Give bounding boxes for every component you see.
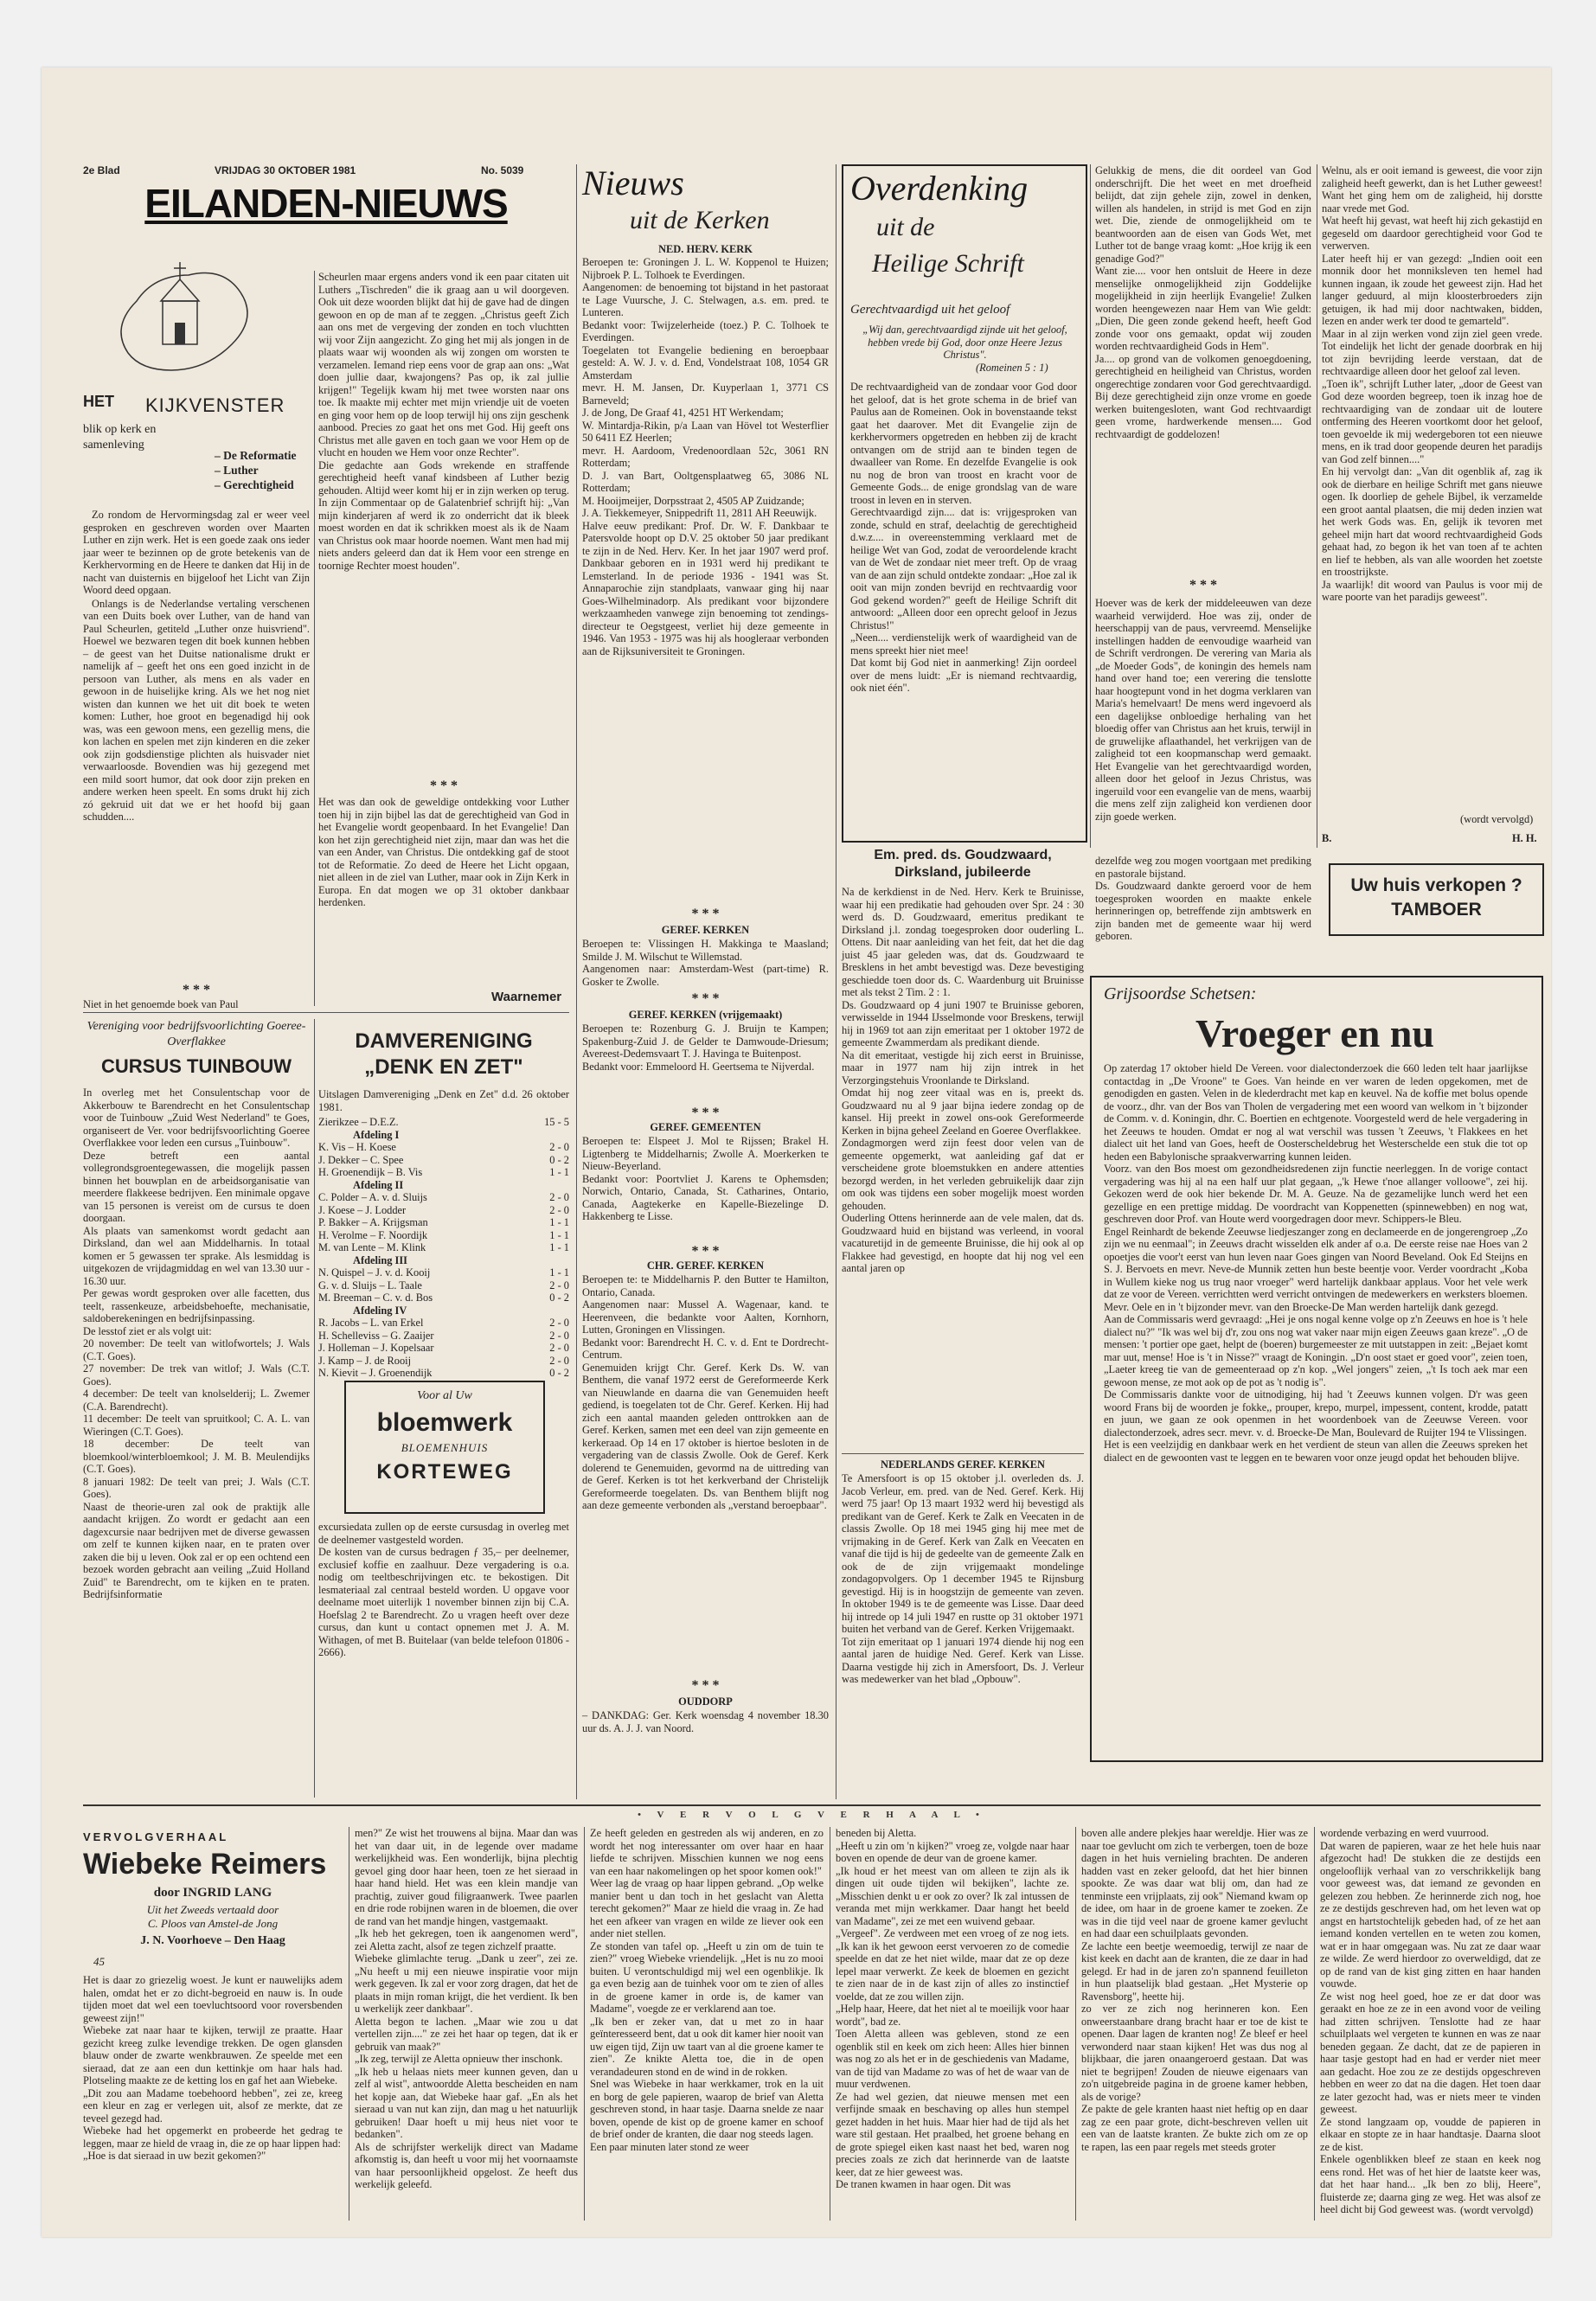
chr-geref-body: Beroepen te: te Middelharnis P. den Butter te Hamilton, Ontario, Canada. Aangenomen naar: Mussel A. Wagenaar, kand. te Heerenveen, die bedankte voor Aalten, Kornhorn, Lutten, Groningen en Vlissingen. Bedankt voor: Barendrecht H. C. v. d. Ent te Dordrecht-Centrum. Genemuiden krijgt Chr. Geref. Kerk Ds. W. van Benthem, die vanaf 1972 eerst de Gereformeerde Kerk van Nieuwlande en daarna die van Genemuiden heeft gediend, is toegelaten tot de Chr. Geref. Kerken. Hij had zich een aantal maanden geleden onttrokken aan de Geref. Kerken, samen met een deel van zijn gemeente en kerkeraad. Op 14 en 17 oktober is hiertoe besloten in de vergadering van de classis Zwolle. Ook de Geref. Kerk dolerend te Genemuiden, gevormd na de uittreding van de Geref. Kerken is tot het kerkverband der Christelijk Gereformeerde toegelaten. Ds. van Benthem blijft nog aan deze gemeente verbonden als „verstand beroepbaar".: [582, 1273, 829, 1511]
vroeger-title: Vroeger en nu: [1195, 1011, 1434, 1055]
author-signature: Waarnemer: [491, 990, 562, 1004]
result-row: [318, 1292, 569, 1304]
result-row: [318, 1116, 569, 1129]
overdenking-subtitle: Gerechtvaardigd uit het geloof: [850, 303, 1010, 317]
match-label: P. Bakker – A. Krijgsman: [318, 1216, 428, 1228]
vervolg-col4: beneden bij Aletta. „Heeft u zin om 'n kijken?" vroeg ze, volgde naar haar boven en opende de deur van de groene kamer. „Ik houd er het meest van om alleen te zijn als ik dingen uit oude tijden wil bekijken", lachte ze. „Misschien denkt u er ook zo over? Ik zal intussen de veranda met mijn werkkamer. Daar hangt het beeld van Madame", zei ze met een wuivend gebaar. „Vergeef". Ze verdween met een vroeg of ze nog iets. „Ik kan ik het gewoon eerst vervoeren zo de comedie speelde en dat ze het niet wilde, maar dat ze op deze lepel maar verwerkt. Ze keek de bloemen en gezicht te zien naar de in de kast zijn of alles zo instinctief voelde, dat ze zou willen zijn. „Help haar, Heere, dat het niet al te moeilijk voor haar wordt", bad ze. Toen Aletta alleen was gebleven, stond ze een ogenblik stil en keek om zich heen: Alles hier binnen was nog zo als het er in de geschiedenis van Madame, van de tijd van Madame zo was of het de waar van de muur verdwenen. Ze had wel gezien, dat nieuwe mensen met een verfijnde smaak en beschaving op alles hun stempel gezet hadden in het huis. Maar hier had de tijd als het ware stil gestaan. Het praalbed, het groene behang en de grote spiegel eiken kast naast het bed, waren nog precies zoals ze zich dat herinnerde van de laatste keer, dat ze hier geweest was. De tranen kwamen in haar ogen. Dit was: [836, 1827, 1069, 2190]
match-label: J. Holleman – J. Kopelsaar: [318, 1342, 434, 1354]
bloemwerk-title: bloemwerk: [376, 1408, 513, 1437]
match-label: G. v. d. Sluijs – L. Taale: [318, 1279, 422, 1292]
kijkvenster-title: KIJKVENSTER: [145, 394, 285, 416]
match-score: 2 - 0: [549, 1141, 569, 1153]
result-row: [318, 1141, 569, 1154]
dammen-title: DAMVERENIGING: [355, 1029, 533, 1053]
match-score: 2 - 0: [549, 1203, 569, 1216]
topic-item: – Gerechtigheid: [215, 478, 294, 491]
result-row: [318, 1241, 569, 1254]
section-stars: * * *: [691, 1106, 720, 1120]
result-row: [318, 1330, 569, 1343]
result-row: [318, 1191, 569, 1204]
ned-herv-body: Beroepen te: Groningen J. L. W. Koppenol te Huizen; Nijbroek P. L. Tolhoek te Everdingen. Aangenomen: de benoeming tot bijstand in het pastoraat te Lage Vuursche, J. C. Stelwagen, a.s. em. pred. te Lunteren. Bedankt voor: Twijzelerheide (toez.) P. C. Tolhoek te Everdingen. Toegelaten tot Evangelie bediening en beroepbaar gesteld: A. W. J. v. d. End, Vondelstraat 108, 1054 GR Amsterdam mevr. H. M. Jansen, Dr. Kuyperlaan 1, 3771 CS Barneveld; J. de Jong, De Graaf 41, 4251 HT Werkendam; W. Mintardja-Rikin, p/a Laan van Hövel tot Westerflier 50 6411 EZ Heerlen; mevr. H. Aardoom, Vredenoordlaan 52c, 3061 RN Rotterdam; D. J. van Bart, Ooltgensplaatweg 65, 3086 NL Rotterdam; M. Hooijmeijer, Dorpsstraat 2, 4505 AP Zuidzande; J. A. Tiekkemeyer, Snippedrift 11, 2811 AH Reeuwijk. Halve eeuw predikant: Prof. Dr. W. F. Dankbaar te Patersvolde hoopt op D.V. 25 oktober 50 jaar predikant te zijn in de Ned. Herv. Ker. In het jaar 1907 werd prof. Dankbaar geboren en in 1931 werd hij predikant te Lemsterland. In de periode 1936 - 1941 was St. Annaparochie zijn standplaats, vanwaar ging hij naar Goes-Wilhelminadorp. Als predikant voor bijzondere werkzaamheden vanwege zijn benoeming tot zendings-directeur te Oegstgeest, verliet hij deze gemeente in 1946. Van 1953 - 1975 was hij als hoogleraar verbonden aan de Rijksuniversiteit te Groningen.: [582, 256, 829, 657]
continued-note: (wordt vervolgd): [1460, 2204, 1534, 2216]
masthead: EILANDEN-NIEUWS: [144, 181, 508, 226]
vervolg-author: door INGRID LANG: [153, 1886, 272, 1900]
overdenking-title-schrift: Heilige Schrift: [872, 249, 1024, 278]
match-label: N. Kievit – J. Groenendijk: [318, 1367, 433, 1379]
geref-gem-body: Beroepen te: Elspeet J. Mol te Rijssen; Brakel H. Ligtenberg te Middelharnis; Zwolle A. Moerkerken te Nieuw-Beyerland. Bedankt voor: Poortvliet J. Karens te Ophemsden; Norwich, Ontario, Canada, St. Catharines, Ontario, Canada, Aagtekerke en Kapelle-Biezelinge D. Hakkenberg te Lisse.: [582, 1135, 829, 1222]
division-header: [318, 1179, 569, 1192]
match-score: 0 - 2: [549, 1292, 569, 1304]
vervolg-translator2: C. Ploos van Amstel-de Jong: [147, 1917, 279, 1930]
overdenking-body3: Hoever was de kerk der middeleeuwen van deze waarheid verwijderd. Hoe was zij, onder de heerschappij van de paus, vervreemd. Menselijke instellingen hadden de eenvoudige waarheid van de Schrift verdrongen. De verering van Maria als „de Moeder Gods", de koningin des hemels nam hand over hand toe; een verering die tenslotte haar hoogtepunt vond in het dogma verklaren van Maria's hemelvaart! De mens werd ingevoerd als een dagelijkse onbloedige herhaling van het bloedig offer van Christus aan het kruis, terwijl in de gruwelijke aflaathandel, het verkrijgen van de zaligheid tot een koopmanschap werd gemaakt. Het Evangelie van het gerechtvaardigd worden, alleen door het geloof in Jezus Christus, was ingeruild voor een evangelie van de mens, waarbij die mens zelf zijn zaligheid kon verdienen door zijn goede werken.: [1095, 597, 1311, 823]
bloemwerk-name: KORTEWEG: [376, 1460, 513, 1484]
overdenking-body2: Gelukkig de mens, die dit oordeel van God onderschrijft. Die het weet en met droefheid belijdt, dat zijn gehele zijn, zowel in denken, willen als handelen, in strijd is met God en zijn wet. Die, ziende de onmogelijkheid om te beantwoorden aan de eisen van Gods Wet, met Luther tot de bange vraag komt: „Hoe krijg ik een genadige God?" Want zie.... voor hen ontsluit de Heere in deze menselijke onmogelijkheid zijn Goddelijke mogelijkheid in zijn heerlijk Evangelie! Zulken worden heengewezen naar Hem van Wie geldt: „Dien, Die geen zonde gekend heeft, heeft God zonde voor ons gemaakt, opdat wij zouden worden rechtvaardigheid Gods in Hem". Ja.... op grond van de volkomen genoegdoening, gerechtigheid en heiligheid van Christus, worden ongerechtige zondaren voor God gerechtvaardigd. Bij deze gerechtigheid zijn onze vrome en goede werken buitengesloten, want God rechtvaardigt geen vrome, hardwerkende mensen.... God rechtvaardigt de goddelozen!: [1095, 164, 1311, 440]
kijkvenster-het: HET: [83, 393, 114, 410]
vervolg-translator1: Uit het Zweeds vertaald door: [146, 1903, 279, 1916]
vervolg-col2: men?" Ze wist het trouwens al bijna. Maar dan was het van daar uit, in de legende over madame werkelijkheid was. Een wonderlijk, bijna plechtig gevoel ging door haar heen, toen ze het sieraad in haar hand hield. Het was een klein mandje van prachtig, zuiver goud filigraanwerk. Twee paarlen en drie rode robijnen waren in de bloemen, die over de rand van het mandje hingen, vastgemaakt. „Ik heb het gekregen, toen ik aangenomen werd", zei Aletta zacht, alsof ze tegen zichzelf praatte. Wiebeke glimlachte terug. „Dank u zeer", zei ze. „Nu heeft u mij een nieuwe inspiratie voor mijn werk gegeven. Ik zal er voor zorg dragen, dat het de plaats in mijn roman krijgt, die het verdient. Ik ben u werkelijk zeer dankbaar". Aletta begon te lachen. „Maar wie zou u dat vertellen zijn...." ze zei het haar op tegen, dat ik er gebruik van maak?" „Ik zeg, terwijl ze Aletta opnieuw ther inschonk. „Ik heb u helaas niets meer kunnen geven, dan u zelf al wist", antwoordde Aletta bescheiden en nam het kopje aan, dat Wiebeke haar gaf. „En als het sieraad u van nut kan zijn, dan mag u het natuurlijk gebruiken! Daar hoeft u mij heus niet voor te bedanken". Als de schrijfster werkelijk direct van Madame afkomstig is, dan heeft u voor mij het voornaamste van haar persoonlijkheid opgelost. Ze heeft dus werkelijk geleefd.: [355, 1827, 578, 2190]
match-score: 2 - 0: [549, 1279, 569, 1292]
uwhuis-line1: Uw huis verkopen ?: [1350, 875, 1522, 895]
issue-number: No. 5039: [481, 164, 524, 176]
ornament-divider: • V E R V O L G V E R H A A L •: [638, 1810, 986, 1820]
match-label: H. Schelleviss – G. Zaaijer: [318, 1329, 434, 1342]
dammen-intro: Uitslagen Damvereniging „Denk en Zet" d.d. 26 oktober 1981.: [318, 1088, 569, 1113]
church-window-illustration: [93, 240, 266, 388]
vroeger-kicker: Grijsoordse Schetsen:: [1104, 984, 1257, 1003]
geref-body: Beroepen te: Vlissingen H. Makkinga te Maasland; Smilde J. M. Wilschut te Willemstad. Aangenomen naar: Amsterdam-West (part-time) R. Gosker te Zwolle.: [582, 938, 829, 988]
match-label: C. Polder – A. v. d. Sluijs: [318, 1191, 427, 1203]
issue-date: VRIJDAG 30 OKTOBER 1981: [215, 164, 356, 176]
overdenking-body1: De rechtvaardigheid van de zondaar voor God door het geloof, dat is het grote schema in de brief van Paulus aan de Romeinen. Ook in bovenstaande tekst gaat het daarover. Met dit Evangelie zijn de kerkhervormers opgetreden en hebben zij de kracht ontvangen om de strijd aan te binden tegen de dwaalleer van Rome. En dezelfde Evangelie is ook nu nog de bron van troost en kracht voor de Gemeente Gods... de enige grondslag van de ware troost in leven en in sterven. Gerechtvaardigd zijn.... dat is: vrijgesproken van zonde, schuld en straf, deelachtig de gerechtigheid d.w.z.... in overeenstemming verklaard met de heilige Wet van God, zodat de veroordelende kracht van de Wet de zondaar niet meer treft. Op de vraag van de aan zijn schuld ontdekte zondaar: „Hoe zal ik ooit van mijn zonden bevrijd en rechtvaardig voor God gekend worden?" geeft de Heilige Schrift dit antwoord: „Alleen door een oprecht geloof in Jezus Christus!" „Neen.... verdienstelijk werk of waardigheid van de mens spreekt hier niet mee! Dat komt bij God niet in aanmerking! Zijn oordeel over de mens luidt: „Er is niemand rechtvaardig, ook niet één".: [850, 381, 1077, 694]
section-stars: * * *: [691, 991, 720, 1006]
kijkvenster-col2b: Het was dan ook de geweldige ontdekking voor Luther toen hij in zijn bijbel las dat de gerechtigheid van God in het Evangelie wordt geopenbaard. In het Evangelie! Dan kon het zijn gerechtigheid niet zijn, maar dan was het die van een Ander, van Christus. Die ontdekking gaf de stoot tot de Reformatie. Zo deed de Heere het Licht opgaan, niet alleen in de ziel van Luther, maar ook in Zijn Kerk in Europa. En dat mogen we op 31 oktober dankbaar herdenken.: [318, 796, 569, 908]
dammen-results-table: [318, 1116, 569, 1380]
ned-herv-header: NED. HERV. KERK: [658, 243, 753, 255]
bloemwerk-sub: BLOEMENHUIS: [401, 1441, 489, 1454]
signature-hh: H. H.: [1512, 832, 1537, 844]
nederlands-header: NEDERLANDS GEREF. KERKEN: [881, 1458, 1045, 1471]
section-stars: * * *: [183, 983, 210, 997]
match-label: J. Koese – J. Lodder: [318, 1203, 407, 1216]
vervolg-publisher: J. N. Voorhoeve – Den Haag: [140, 1934, 285, 1947]
overdenking-ref: (Romeinen 5 : 1): [976, 362, 1048, 374]
tuinbouw-kicker: Vereniging voor bedrijfsvoorlichting Goeree-Overflakkee: [87, 1020, 306, 1048]
kijkvenster-col2: Scheurlen maar ergens anders vond ik een paar citaten uit Luthers „Tischreden" die ik graag aan u wil doorgeven. Ook uit deze woorden blijkt dat hij de gave had de dingen gewoon en op de man af te zeggen. „Christus geeft Zich aan ons met de vergeving der zonden en toch vluchtten wij voor Zijn aangezicht. Zo ging het mij als jongen in de plaats waar wij woonden als wij zongen om worsten te verzamelen. Iemand riep eens voor de grap aan ons: „Wat doen jullie daar, kwajongens? Pas op, ik zal jullie krijgen!" Tegelijk kwam hij met twee worsten naar ons toe. Ik maakte mij echter met mijn vriendje uit de voeten en ging voor hem op de loop terwijl hij ons zijn geschenk aanbood. Precies zo gaat het ons met God. Hij geeft ons Christus met alle gaven en toch gaan we voor Hem op de vlucht en houden we Hem voor onze Rechter". Die gedachte aan Gods wrekende en straffende gerechtigheid heeft vanaf kindsbeen af Luther bezig gehouden. Altijd weer komt hij er in zijn werken op terug. In zijn Commentaar op de Galatenbrief schrijft hij: „Van mijn kinderjaren af werd ik zo onderricht dat ik bleek moest worden en dat ik schrikken moest als ik de Naam van Christus ook maar hoorde noemen. Want men had mij niets anders geleerd dan dat ik Hem voor een strenge en toornige Rechter moest houden".: [318, 271, 569, 572]
geref-vrij-header: GEREF. KERKEN (vrijgemaakt): [628, 1009, 783, 1021]
bloemwerk-kicker: Voor al Uw: [417, 1389, 472, 1402]
tuinbouw-body: In overleg met het Consulentschap voor de Akkerbouw te Barendrecht en het Consulentschap voor de Tuinbouw „Zuid West Nederland" te Goes, organiseert de Ver. voor bedrijfsvoorlichting Goeree Overflakkee voor leden een cursus „Tuinbouw". Deze betreft een aantal vollegrondsgroentegewassen, die mogelijk passen binnen het bouwplan en de arbeidsorganisatie van meerdere flakkeese bedrijven. Een minimale opgave van 15 personen is vereist om de cursus te doen doorgaan. Als plaats van samenkomst wordt gedacht aan Dirksland, dan wel aan Middelharnis. In totaal komen er 5 gewassen ter sprake. Als lesmiddag is uitgekozen de vrijdagmiddag en wel van 13.30 uur - 16.30 uur. Per gewas wordt gesproken over alle facetten, dus teelt, rassenkeuze, arbeidsbehoefte, mechanisatie, saldoberekeningen en bedrijfsinpassing. De lesstof ziet er als volgt uit: 20 november: De teelt van witlofwortels; J. Wals (C.T. Goes). 27 november: De trek van witlof; J. Wals (C.T. Goes). 4 december: De teelt van knolselderij; L. Zwemer (C.A. Barendrecht). 11 december: De teelt van spruitkool; C. A. L. van Wieringen (C.T. Goes). 18 december: De teelt van bloemkool/winterbloemkool; J. M. B. Meulendijks (C.T. Goes). 8 januari 1982: De teelt van prei; J. Wals (C.T. Goes). Naast de theorie-uren zal ook de praktijk alle aandacht krijgen. Zo wordt er gedacht aan een dagexcursie naar bedrijven met de diverse gewassen om zelf te kunnen kijken naar, en te praten over zaken die bij u leven. Ook zal er op een ochtend een bezoek worden gebracht aan veiling „Zuid Holland Zuid" te Barendrecht, om te kijken en te praten. Bedrijfsinformatie: [83, 1086, 310, 1600]
topic-item: – Luther: [215, 464, 259, 477]
match-score: 0 - 2: [549, 1367, 569, 1379]
division-header: [318, 1304, 569, 1317]
overdenking-title-uit: uit de: [876, 213, 935, 241]
match-label: N. Quispel – J. v. d. Kooij: [318, 1266, 431, 1279]
nieuws-title: Nieuws: [582, 163, 684, 202]
result-row: [318, 1355, 569, 1368]
vervolg-episode: 45: [93, 1955, 105, 1968]
newspaper-page: [42, 67, 1551, 2237]
geref-gem-header: GEREF. GEMEENTEN: [650, 1121, 761, 1133]
section-stars: * * *: [691, 1678, 720, 1693]
section-stars: * * *: [691, 1244, 720, 1259]
match-label: H. Groenendijk – B. Vis: [318, 1166, 423, 1178]
ouddorp-header: OUDDORP: [678, 1695, 733, 1708]
vroeger-body: Op zaterdag 17 oktober hield De Vereen. voor dialectonderzoek die 660 leden telt haar jaarlijkse contactdag in „De Vroone" te Goes. Van heinde en ver waren de leden opgekomen, met de genodigden en gasten. Velen in de klederdracht met kap en keuvel. Na de koffie met bolus opende de voorz., dhr. van der Bos van Tholen de vergadering met een woord van welkom in 't bijzonder de Comm. v. d. Koningin, dhr. C. Boertien en echtgenote. Voorgesteld werd de hele vergadering in het Zeeuws te houden. Omdat er nog al wat verschil was tussen 't Zeeuws, 't Flakkees en het dialect uit het land van Goes, heeft de Oosterscheldebrug het Westerschelde een stuk die tot op heden een Babylonische spraakverwarring kunnen leiden. Voorz. van den Bos moest om gezondheidsredenen zijn functie neerleggen. In de vorige contact vergadering was hij al na een half uur plat gegaan, „'k Hewe t'noe allanger volloowe", zei hij. Gekozen werd de ook hier bekende Dr. M. A. Geuze. Na de gezamelijke lunch werd het een gezellige en een prettige middag. De voordracht van Koppenetten (spinnewebben) en nog wat, geschreven door Prof. van Houte werd voorgedragen door mevr. Schippers-le Bleu. Engel Reinhardt de bekende Zeeuwse liedjeszanger zong en declameerde en de jongerengroep „Zo zijn we nu eenmaal"; in Zeeuws dracht wisselden elk ander af o.a. De eerste reise nae Hoes van 2 opoetjes die voor't eerst van hun leven naar Goes gingen van Noord Beveland. Ook Ed Steijns en S. J. Bervoets en mevr. Neve-de Munnik zetten hun beste beentje voor. Verder voordracht „Koba in Wullem kieke nog us trug naor vroeger" werd hartelijk dankbaar applaus. Voor het vele werk dat ze voor de Vereen. verrichtten werd verricht ontvingen de medewerkers en werksters bloemen. Mevr. Oele en in 't bijzonder mevr. van den Broecke-De Man werden hartelijk dank gezegd. Aan de Commissaris werd gevraagd: „Hei je ons nogal kenne volge op z'n Zeeuws en hoe is 't hele dialect nu?" "Ik was wel bij d'r, zou ons nog wat vaker naar mijn eigen Zeeuws gaan kreze". „O de mensen: 't portier ope gaet, helpt de (boeren) burgemeester ze mit uutstappen in zeit: „Bejaet komt mar uut, mense! Hoe is 't in Nisse?" vraagt de Koningin. „D'n oost staet er goed voor", zeien toen, „Laeter kreeg tie van de gemeenteraad op z'n kop. „Wel jongers" zeien, „'t Is toch aek mar een gewoon mense, ze mot aok op de pot as 't nodig is". De Commissaris dankte voor de uitnodiging, hij had 't Zeeuws kunnen volgen. D'r was geen woord Frans bij de woorden je fokke,, prouper, krepo, murpel, impessent, content, krodde, patatt en juun, we gaan ze ook openmen in het woordenboek van de Zeeuwse Vereen. voor dialectonderzoek, adres secr. mevr. v. d. Broecke-De Man, Boulevard de Ruijter 194 te Vlissingen. Het is een veelzijdig en dankbaar werk en het verdient de steun van allen die Zeeuws spreken het dialect en de gewoonten vast te leggen en te bewaren voor onze jeugd opdat het behouden blijve.: [1104, 1062, 1528, 1464]
signature-b: B.: [1322, 832, 1332, 844]
match-score: 2 - 0: [549, 1354, 569, 1367]
goudzwaard-body2: dezelfde weg zou mogen voortgaan met prediking en pastorale bijstand. Ds. Goudzwaard dankte geroerd voor de hem toegesproken woorden en maakte enkele herinneringen op, betreffende zijn ambtswerk en zijn banden met de gemeente waar hij werd geboren.: [1095, 855, 1311, 942]
match-label: M. van Lente – M. Klink: [318, 1241, 426, 1253]
match-label: R. Jacobs – L. van Erkel: [318, 1317, 424, 1329]
match-score: 2 - 0: [549, 1342, 569, 1354]
geref-vrij-body: Beroepen te: Rozenburg G. J. Bruijn te Kampen; Spakenburg-Zuid J. de Gelder te Damwoude-Driesum; Avereest-Dedemsvaart T. J. Havinga te Buitenpost. Bedankt voor: Emmeloord H. Geertsema te Nijverdal.: [582, 1022, 829, 1073]
match-score: 2 - 0: [549, 1329, 569, 1342]
bloemwerk-ad: [344, 1381, 545, 1514]
vervolg-col3: Ze heeft geleden en gestreden als wij anderen, en zo wordt het nog interessanter om over haar en haar liefde te schrijven. Misschien kunnen we nog eens van een haar nakomelingen op het spoor komen ook!" Weer lag de vraag op haar lippen gebrand. „Op welke manier bent u dan toch in het geslacht van Aletta terecht gekomen?" Maar ze hield die vraag in. Ze had het een afkeer van vragen en wilde ze liever ook een ander niet stellen. Ze stonden van tafel op. „Heeft u zin om de tuin te zien?" vroeg Wiebeke vriendelijk. „Het is nu zo mooi buiten. U verontschuldigd mij wel een ogenblikje. Ik ga even bezig aan de tuinhek voor om te zien of alles in de groene kamer in orde is, de kamer van Madame", voegde ze er verklarend aan toe. „Ik ben er zeker van, dat u met zo in haar geïnteresseerd bent, dat u ook dit kamer hier nooit van uw eigen tijd, Zijn uw taart van al die groene kamer te zien". Ze knikte Aletta toe, die in de open verandadeuren stond en de wind in de rokken. Snel was Wiebeke in haar werkkamer, trok en la uit en borg de gele papieren, waarop de brief van Aletta geschreven stond, in haar tasje. Daarna snelde ze naar boven, opende de kist op de groene kamer en schoof de brief onder de kranten, die daar nog steeds lagen. Een paar minuten later stond ze weer: [590, 1827, 824, 2153]
match-label: J. Dekker – C. Spee: [318, 1153, 404, 1166]
kijkvenster-topics: [215, 448, 296, 492]
ouddorp-body: – DANKDAG: Ger. Kerk woensdag 4 november 18.30 uur ds. A. J. J. van Noord.: [582, 1709, 829, 1734]
uwhuis-ad: [1329, 863, 1544, 936]
match-label: Afdeling II: [353, 1178, 404, 1191]
match-label: Zierikzee – D.E.Z.: [318, 1116, 399, 1128]
match-label: M. Breeman – C. v. d. Bos: [318, 1292, 433, 1304]
result-row: [318, 1229, 569, 1242]
match-label: Afdeling IV: [353, 1304, 407, 1317]
result-row: [318, 1317, 569, 1330]
nederlands-body: Te Amersfoort is op 15 oktober j.l. overleden ds. J. Jacob Verleur, em. pred. van de Ned. Geref. Kerk. Hij werd 75 jaar! Op 13 maart 1932 werd hij bevestigd als predikant van de Geref. Kerk te Zalk en Veecaten in de classis Zwolle. Op 18 mei 1945 ging hij mee met de vrijmaking in de Geref. Kerk van Zalk en Veecaten en vanaf die tijd is hij de gedeelte van de gemeente Zalk en ook de de zijn vrijgemaakt mondelinge zondagopvolgers. Op 1 december 1945 te Rijnsburg gevestigd. Hij is in hoogstzijn de gemeente van zeven. In oktober 1949 is te de gemeente was Lisse. Daar deed hij intrede op 14 juli 1947 en rustte op 31 oktober 1971 buiten het verband van de Geref. Kerken Vrijgemaakt. Tot zijn emeritaat op 1 januari 1974 diende hij nog een aantal jaren de huidige Ned. Geref. Kerk van Lisse. Daarna vestigde hij zich in Amersfoort, Ds. J. Verleur was medewerker van het blad „Opbouw".: [842, 1472, 1084, 1685]
match-label: Afdeling III: [353, 1253, 407, 1266]
vervolg-title: Wiebeke Reimers: [83, 1848, 327, 1881]
section-stars: * * *: [430, 779, 458, 793]
overdenking-verse: „Wij dan, gerechtvaardigd zijnde uit het geloof, hebben vrede bij God, door onze Heere Jezus Christus".: [862, 324, 1067, 361]
section-stars: * * *: [1189, 578, 1217, 593]
match-score: 1 - 1: [549, 1166, 569, 1178]
nieuws-subtitle: uit de Kerken: [630, 206, 770, 234]
overdenking-body4: Welnu, als er ooit iemand is geweest, die voor zijn zaligheid heeft gewerkt, dan is het Luther geweest! Want het ging hem om de zaligheid, hij dorstte naar vrede met God. Wat heeft hij gevast, wat heeft hij zich gekastijd en gegeseld om daardoor gerechtigheid voor God te verwerven. Later heeft hij er van gezegd: „Indien ooit een monnik door het monniksleven ten hemel had kunnen ingaan, ik zoude het geweest zijn. Had het langer geduurd, al mijn kloosterbroeders zijn getuigen, ik had mij door nachtwaken, bidden, lezen en ander werk ter dood te gemarteld". Maar in al zijn werken vond zijn ziel geen vrede. Tot eindelijk het licht der genade doorbrak en hij tot zijn bevrijding leerde verstaan, dat de rechtvaardige alleen door het geloof zal leven. „Toen ik", schrijft Luther later, „door de Geest van God deze woorden begreep, toen ik inzag hoe de rechtvaardiging van de zondaar uit de loutere ontferming des Heeren voortkomt door het geloof, toen gevoelde ik mij wedergeboren tot een nieuwe mens, en ik trad door geopende deuren het paradijs van God zelf binnen...." En hij vervolgt dan: „Van dit ogenblik af, zag ik ook de dierbare en heilige Schrift met gans nieuwe ogen. Ik doorliep de gehele Bijbel, ik verzamelde een groot aantal plaatsen, die mij deden inzien wat het werk Gods was. En, gelijk ik tevoren met geheel mijn hart dat woord rechtvaardigheid Gods gehaat had, zo begon ik het van toen af te achten en lief te hebben, als van alle woorden het zoetste en troostrijkste. Ja waarlijk! dit woord van Paulus is voor mij de ware poorte van het paradijs geweest".: [1322, 164, 1542, 603]
chr-geref-header: CHR. GEREF. KERKEN: [646, 1259, 765, 1272]
result-row: [318, 1166, 569, 1179]
match-score: 1 - 1: [549, 1266, 569, 1279]
dammen-subtitle: „DENK EN ZET": [364, 1055, 523, 1079]
vervolg-col1: Het is daar zo griezelig woest. Je kunt er nauwelijks adem halen, omdat het er zo dicht-begroeid en nauw is. In oude tijden moet dat wel een toevluchtsoord voor roversbenden geweest zijn!" Wiebeke zat naar haar te kijken, terwijl ze praatte. Haar gezicht kreeg zulke levendige trekken. De ogen glansden blauw onder de zwarte wenkbrauwen. Ze speelde met een sieraad, dat ze aan een dun kettinkje om haar hals had. Plotseling maakte ze de ketting los en gaf het aan Wiebeke. „Dit zou aan Madame toebehoord hebben", zei ze, kreeg een kleur en zag er verlegen uit, alsof ze merkte, dat ze teveel gezegd had. Wiebeke had het opgemerkt en probeerde het gedrag te leggen, maar ze hield de vraag in, die ze op haar lippen had: „Hoe is dat sieraad in uw bezit gekomen?": [83, 1974, 343, 2162]
match-label: Afdeling I: [353, 1128, 400, 1141]
topic-item: – De Reformatie: [215, 449, 297, 462]
overdenking-title: Overdenking: [850, 169, 1029, 208]
goudzwaard-title1: Em. pred. ds. Goudzwaard,: [874, 848, 1052, 862]
vervolg-col6: wordende verbazing en werd vuurrood. Dat waren de papieren, waar ze het hele huis naar afgezocht had! De stukken die ze destijds een ongelooflijk verhaal van zo verschrikkelijk bang voor geweest was, dat iemand ze gevonden en gelezen zou hebben. Ze herinnerde zich nog, hoe ze ze destijds geschreven had, om het leven wat op angst en hartstochtelijk gebeden had, of ze het aan iemand konden vertellen en te weten zou komen, wat er in haar omgegaan was. Nu zat ze daar waar ze wilde. Ze werd hierdoor zo overweldigd, dat ze op de rand van de kist ging zitten en haar handen vouwde. Ze wist nog heel goed, hoe ze er dat door was geraakt en hoe ze ze in een avond voor de veiling had zitten schrijven. Tenslotte had ze haar schuilplaats wel vergeten te kunnen en was ze naar beneden gegaan. Ze dacht, dat ze de papieren in haar tasje gestopt had en had er verder niet meer aan gedacht. Hoe zou ze ze destijds opgeschreven hebben en weer zo dat na die dagen. Het toen daar ze later gezocht had, was er niets meer te vinden geweest. Ze stond langzaam op, voudde de papieren in elkaar en stopte ze in haar handtasje. Daarna sloot ze de kist. Enkele ogenblikken bleef ze staan en keek nog eens rond. Het was of het hier de laatste keer was, dat het haar hand... „Ik ben zo blij, Heere", fluisterde ze; daarna ging ze weg. Het was alsof ze heel dicht bij God geweest was.: [1320, 1827, 1541, 2215]
match-label: H. Verolme – F. Noordijk: [318, 1228, 428, 1241]
kijkvenster-subtitle: blik op kerk en samenleving: [83, 423, 157, 452]
result-row: [318, 1266, 569, 1279]
match-score: 2 - 0: [549, 1191, 569, 1203]
kijkvenster-body: [83, 509, 310, 976]
goudzwaard-title2: Dirksland, jubileerde: [894, 865, 1031, 880]
result-row: [318, 1279, 569, 1292]
match-score: 0 - 2: [549, 1153, 569, 1166]
match-score: 1 - 1: [549, 1241, 569, 1253]
division-header: [318, 1129, 569, 1142]
goudzwaard-body: Na de kerkdienst in de Ned. Herv. Kerk te Bruinisse, waar hij een predikatie had gehouden over Spr. 24 : 30 werd ds. D. Goudzwaard, emeritus predikant te Dirksland j.l. zondag toegesproken door ouderling L. Ottens. Dit naar aanleiding van het feit, dat het die dag juist 45 jaar geleden was, dat ds. Goudzwaard te Bresklens in het ambt bevestigd was. Deze bevestiging geschiedde toen door ds. C. Waardenburg uit Bruinisse met als tekst 2 Tim. 2 : 1. Ds. Goudzwaard op 4 juni 1907 te Bruinisse geboren, verwisselde in 1944 IJsselmonde voor Breskens, terwijl hij in 1969 tot aan zijn emeritaat per 1 oktober 1972 de gemeente Zwammerdam als predikant diende. Na dit emeritaat, vestigde hij zich eerst in Bruinisse, maar in 1977 nam hij zijn intrek in het Verzorgingstehuis Vroonlande te Dirksland. Omdat hij nog zeer vitaal was en is, preekt ds. Goudzwaard nu al 9 jaar bijna iedere zondag op de kansel. Hij preekt in zowel ons-ook Gereformeerde Kerken in bijna geheel Zeeland en Goeree Overflakkee. Zondagmorgen werd zijn feest door velen van de gemeente opgemerkt, wat aanleiding gaf dat er verscheidene grote bloemstukken en andere attenties bezorgd werden, in het verleden gebruikelijk daar zijn om ook was tijdens een sober mogelijk moest worden gehouden. Ouderling Ottens herinnerde aan de vele malen, dat ds. Goudzwaard huid en bijstand was verleend, in vooral vacaturetijd in de gemeente Bruinisse, die hij ook al op Flakkee had gevestigd, en hoopte dat hij nog vel een aantal jaren op: [842, 886, 1084, 1274]
result-row: [318, 1367, 569, 1380]
paragraph: Zo rondom de Hervormingsdag zal er weer veel gesproken en geschreven worden over Maarten Luther en zijn werk. Het is een goede zaak ons ieder jaar weer te bezinnen op de grote betekenis van de Kerkhervorming en de Heere te danken dat Hij in de nacht van duisternis en bijgeloof het Licht van Zijn Woord deed opgaan.: [83, 509, 310, 596]
match-score: 1 - 1: [549, 1216, 569, 1228]
uwhuis-line2: TAMBOER: [1391, 900, 1482, 920]
result-row: [318, 1154, 569, 1167]
geref-header: GEREF. KERKEN: [661, 924, 750, 936]
result-row: [318, 1216, 569, 1229]
match-score: 2 - 0: [549, 1317, 569, 1329]
match-score: 15 - 5: [544, 1116, 569, 1128]
continued-note: (wordt vervolgd): [1460, 813, 1534, 825]
division-header: [318, 1254, 569, 1267]
kijkvenster-body-end: Niet in het genoemde boek van Paul: [83, 998, 239, 1010]
result-row: [318, 1342, 569, 1355]
section-stars: * * *: [691, 907, 720, 921]
match-score: 1 - 1: [549, 1228, 569, 1241]
tuinbouw-title: CURSUS TUINBOUW: [101, 1055, 292, 1077]
paragraph: Onlangs is de Nederlandse vertaling verschenen van een Duits boek over Luther, van de hand van Paul Scheurlen, getiteld „Luther onze huisvriend". Hoewel we bezwaren tegen dit boek kunnen hebben – de geest van het Duitse nationalisme drukt er namelijk af – geeft het ons een goed inzicht in de persoon van Luther, als mens en als vader en gewoon in de huiselijke kring. Als we het nog niet wisten dan kunnen we het uit dit boek te weten komen: Luther, hoe groot en begenadigd hij ook was, was een gewoon mens, een gezellig mens, die kon lachen en spelen met zijn kinderen en die zeker ook zijn godsdienstige plichten als huisvader niet verwaarloosde. Bovendien was hij gezegend met een mild soort humor, dat ook door zijn preken en andere werken heen speelt. En soms drukt hij zich zó gekruid uit dat we er het hoofd bij gaan schudden....: [83, 597, 310, 823]
vervolg-label: VERVOLGVERHAAL: [83, 1830, 229, 1843]
result-row: [318, 1204, 569, 1217]
match-label: J. Kamp – J. de Rooij: [318, 1354, 412, 1367]
match-label: K. Vis – H. Koese: [318, 1141, 396, 1153]
page-label: 2e Blad: [83, 164, 120, 176]
excursie-body: excursiedata zullen op de eerste cursusdag in overleg met de deelnemer vastgesteld worden. De kosten van de cursus bedragen ƒ 35,– per deelnemer, exclusief koffie en zaalhuur. Deze vergadering is o.a. nodig om teeltbeschrijvingen etc. te bekostigen. Dit lesmateriaal zal centraal besteld worden. U opgave voor deelname moet uiterlijk 1 november binnen zijn bij C.A. Hoefslag 2 te Barendrecht. Zo u vragen heeft over deze cursus, dan kunt u contact opnemen met J. A. M. Withagen, of met B. Buitelaar (van belde telefoon 01806 - 2666).: [318, 1521, 569, 1658]
vervolg-col5: boven alle andere plekjes haar wereldje. Hier was ze naar toe gevlucht om zich te verbergen, toen de boze dagen in het huis vernieling brachten. De anderen hadden vast en zeker geloofd, dat het hier binnen spookte. Ze was daar wat blij om, dan had ze tenminste een vrijplaats, zij ook" Niemand kwam op de idee, om haar in de groene kamer te zoeken. Ze was in die tijd veel naar de groene kamer gevlucht en had daar een schuilplaats gevonden. Ze lachte een beetje weemoedig, terwijl ze naar de kist keek en dacht aan de kranten, die ze daar in had gelegd. Er had in de jaren zo'n spannend feuilleton in hun plaatselijk blad gestaan. „Het Mysterie op Ravensborg", heette hij. zo ver ze zich nog herinneren kon. Een onweerstaanbare drang bracht haar er toe de kist te openen. Daar lagen de kranten nog! Ze bleef er heel verwonderd naar staan kijken! Het was dus nog al blijkbaar, die jaren onaangeroerd gestaan. Dat was niet te begrijpen! Zouden de nieuwe eigenaars van zo'n uitgebreide pagina in de groene kamer hebben, als de vorige? Ze pakte de gele kranten haast niet heftig op en daar zag ze een paar grote, dicht-beschreven vellen uit een van de laatste kranten. Ze bukte zich om ze op te rapen, las een paar regels met steeds groter: [1081, 1827, 1308, 2153]
